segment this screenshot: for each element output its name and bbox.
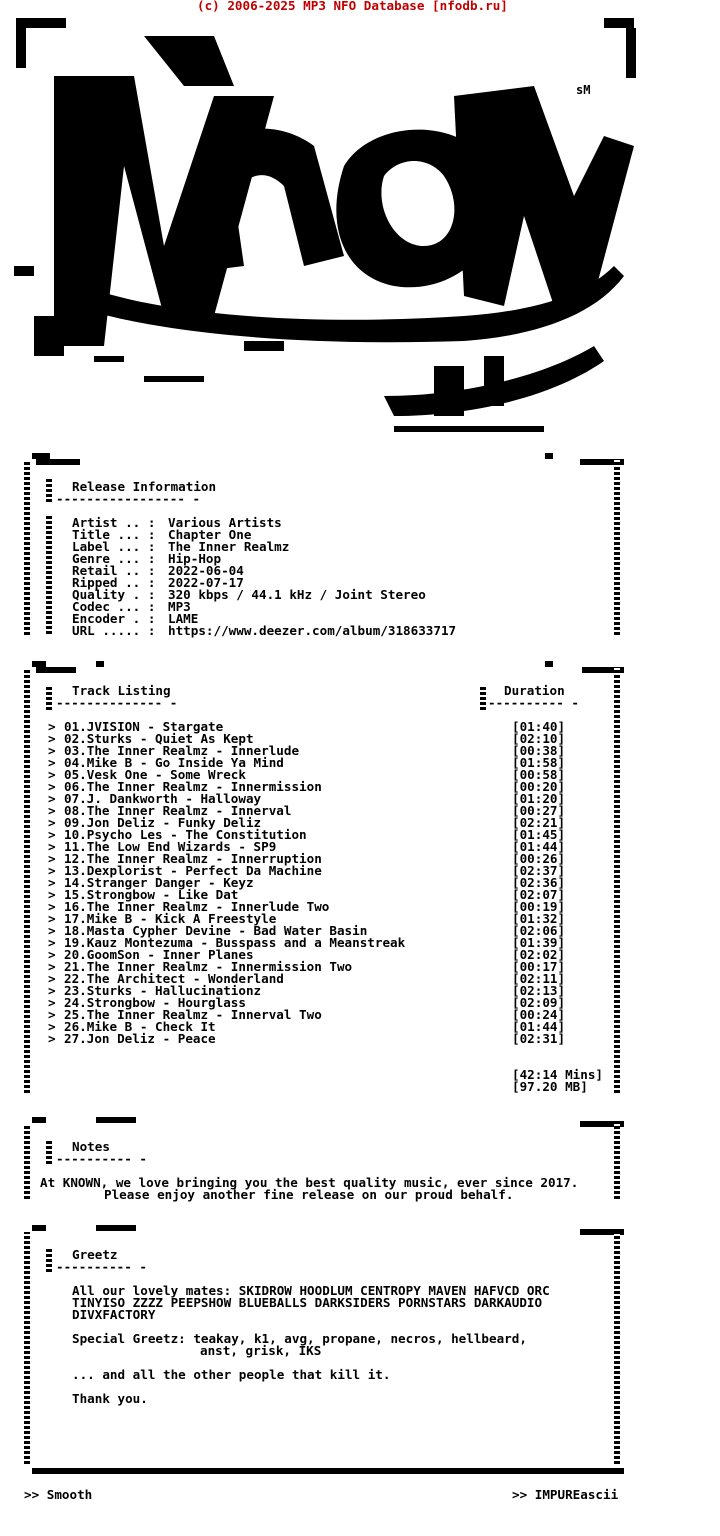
field-value: Chapter One [168,527,252,542]
track-duration: [02:10] [512,731,566,746]
field-label: Genre ... : [72,551,156,566]
track-duration: [00:20] [512,779,566,794]
track-bullet-icon: > [48,1007,56,1022]
track-duration: [02:11] [512,971,566,986]
track-bullet-icon: > [48,719,56,734]
track-title: 26.Mike B - Check It [64,1019,216,1034]
track-bullet-icon: > [48,839,56,854]
field-value: The Inner Realmz [168,539,290,554]
track-bullet-icon: > [48,1031,56,1046]
track-title: 15.Strongbow - Like Dat [64,887,239,902]
track-title: 19.Kauz Montezuma - Busspass and a Meanstreak [64,935,406,950]
track-bullet-icon: > [48,995,56,1010]
track-title: 21.The Inner Realmz - Innermission Two [64,959,353,974]
track-title: 08.The Inner Realmz - Innerval [64,803,292,818]
track-duration: [00:27] [512,803,566,818]
track-title: 22.The Architect - Wonderland [64,971,284,986]
frame-corner [32,1225,46,1231]
greetz-special-2: anst, grisk, IKS [200,1343,322,1358]
track-bullet-icon: > [48,1019,56,1034]
duration-underline: ---------- - [488,695,579,710]
notes-heading: Notes [72,1139,110,1154]
field-value: 2022-07-17 [168,575,244,590]
heading-bar [46,686,52,710]
track-duration: [00:26] [512,851,566,866]
track-duration: [01:40] [512,719,566,734]
field-value: MP3 [168,599,191,614]
track-title: 13.Dexplorist - Perfect Da Machine [64,863,322,878]
track-duration: [02:36] [512,875,566,890]
heading-bar [46,1248,52,1272]
track-bullet-icon: > [48,959,56,974]
track-duration: [01:44] [512,839,566,854]
track-listing-heading: Track Listing [72,683,171,698]
track-bullet-icon: > [48,923,56,938]
notes-line-2: Please enjoy another fine release on our proud behalf. [104,1187,514,1202]
frame-right [614,668,620,1093]
track-title: 01.JVISION - Stargate [64,719,224,734]
track-duration: [02:07] [512,887,566,902]
track-duration: [01:58] [512,755,566,770]
field-value: 320 kbps / 44.1 kHz / Joint Stereo [168,587,426,602]
heading-bar [46,478,52,502]
track-bullet-icon: > [48,935,56,950]
frame-corner [32,1117,46,1123]
frame-corner [545,661,553,667]
track-bullet-icon: > [48,947,56,962]
track-title: 05.Vesk One - Some Wreck [64,767,246,782]
greetz-underline: ---------- - [56,1259,147,1274]
track-duration: [01:44] [512,1019,566,1034]
track-bullet-icon: > [48,815,56,830]
track-duration: [01:32] [512,911,566,926]
greetz-mates-3: DIVXFACTORY [72,1307,156,1322]
frame-left [24,460,30,635]
total-time: [42:14 Mins] [512,1067,603,1082]
frame-top [36,459,80,465]
track-bullet-icon: > [48,887,56,902]
track-bullet-icon: > [48,875,56,890]
track-title: 14.Stranger Danger - Keyz [64,875,254,890]
ascii-logo [14,16,644,449]
field-value: LAME [168,611,199,626]
track-duration: [00:19] [512,899,566,914]
track-bullet-icon: > [48,971,56,986]
heading-bar [46,1140,52,1164]
track-duration: [02:13] [512,983,566,998]
track-bullet-icon: > [48,731,56,746]
field-label: Quality . : [72,587,156,602]
track-title: 03.The Inner Realmz - Innerlude [64,743,300,758]
track-duration: [01:45] [512,827,566,842]
track-duration: [00:58] [512,767,566,782]
field-value: Hip-Hop [168,551,222,566]
track-bullet-icon: > [48,743,56,758]
field-label: Artist .. : [72,515,156,530]
track-bullet-icon: > [48,803,56,818]
track-bullet-icon: > [48,983,56,998]
track-duration: [02:31] [512,1031,566,1046]
release-info-heading: Release Information [72,479,217,494]
track-duration: [00:17] [512,959,566,974]
field-label: Label ... : [72,539,156,554]
copyright-header: (c) 2006-2025 MP3 NFO Database [nfodb.ru] [197,0,508,13]
frame-left [24,1124,30,1199]
track-title: 25.The Inner Realmz - Innerval Two [64,1007,322,1022]
track-title: 04.Mike B - Go Inside Ya Mind [64,755,284,770]
frame-top [96,1117,136,1123]
track-duration: [02:37] [512,863,566,878]
field-label: Encoder . : [72,611,156,626]
frame-left [24,668,30,1093]
release-info-underline: ----------------- - [56,491,201,506]
field-label: Codec ... : [72,599,156,614]
track-title: 07.J. Dankworth - Halloway [64,791,262,806]
track-bullet-icon: > [48,755,56,770]
frame-bottom [32,1468,624,1474]
frame-corner [96,661,104,667]
frame-right [614,1124,620,1199]
field-value[interactable]: https://www.deezer.com/album/318633717 [168,623,457,638]
track-duration: [02:06] [512,923,566,938]
frame-right [614,1232,620,1464]
track-title: 06.The Inner Realmz - Innermission [64,779,322,794]
greetz-heading: Greetz [72,1247,118,1262]
track-bullet-icon: > [48,767,56,782]
track-duration: [01:20] [512,791,566,806]
track-title: 10.Psycho Les - The Constitution [64,827,307,842]
heading-bar [480,686,486,710]
field-value: Various Artists [168,515,282,530]
track-bullet-icon: > [48,851,56,866]
total-size: [97.20 MB] [512,1079,588,1094]
frame-top [36,667,76,673]
track-title: 24.Strongbow - Hourglass [64,995,246,1010]
duration-heading: Duration [504,683,565,698]
frame-left [24,1232,30,1464]
track-bullet-icon: > [48,863,56,878]
field-label: Ripped .. : [72,575,156,590]
track-bullet-icon: > [48,779,56,794]
greetz-others: ... and all the other people that kill it. [72,1367,391,1382]
notes-underline: ---------- - [56,1151,147,1166]
track-bullet-icon: > [48,791,56,806]
track-title: 18.Masta Cypher Devine - Bad Water Basin [64,923,368,938]
frame-corner [545,453,553,459]
logo-art [14,16,644,446]
track-title: 11.The Low End Wizards - SP9 [64,839,277,854]
track-title: 20.GoomSon - Inner Planes [64,947,254,962]
field-label: Retail .. : [72,563,156,578]
greetz-special-1: Special Greetz: teakay, k1, avg, propane, necros, hellbeard, [72,1331,527,1346]
track-duration: [01:39] [512,935,566,950]
track-bullet-icon: > [48,827,56,842]
field-label: Title ... : [72,527,156,542]
footer-right: >> IMPUREascii [512,1487,619,1502]
track-duration: [00:38] [512,743,566,758]
track-duration: [02:02] [512,947,566,962]
track-duration: [02:21] [512,815,566,830]
track-title: 17.Mike B - Kick A Freestyle [64,911,277,926]
greetz-mates-2: TINYISO ZZZZ PEEPSHOW BLUEBALLS DARKSIDERS PORNSTARS DARKAUDIO [72,1295,543,1310]
greetz-thanks: Thank you. [72,1391,148,1406]
footer-left: >> Smooth [24,1487,93,1502]
track-bullet-icon: > [48,911,56,926]
greetz-mates-1: All our lovely mates: SKIDROW HOODLUM CENTROPY MAVEN HAFVCD ORC [72,1283,550,1298]
track-title: 02.Sturks - Quiet As Kept [64,731,254,746]
track-title: 27.Jon Deliz - Peace [64,1031,216,1046]
track-title: 09.Jon Deliz - Funky Deliz [64,815,262,830]
track-title: 23.Sturks - Hallucinationz [64,983,262,998]
frame-top [96,1225,136,1231]
field-value: 2022-06-04 [168,563,244,578]
track-listing-underline: -------------- - [56,695,178,710]
track-duration: [00:24] [512,1007,566,1022]
track-bullet-icon: > [48,899,56,914]
notes-line-1: At KNOWN, we love bringing you the best quality music, ever since 2017. [40,1175,579,1190]
logo-signature: sM [576,83,591,97]
content-bar [46,514,52,634]
field-label: URL ..... : [72,623,156,638]
track-title: 16.The Inner Realmz - Innerlude Two [64,899,330,914]
frame-right [614,460,620,635]
track-duration: [02:09] [512,995,566,1010]
track-title: 12.The Inner Realmz - Innerruption [64,851,322,866]
